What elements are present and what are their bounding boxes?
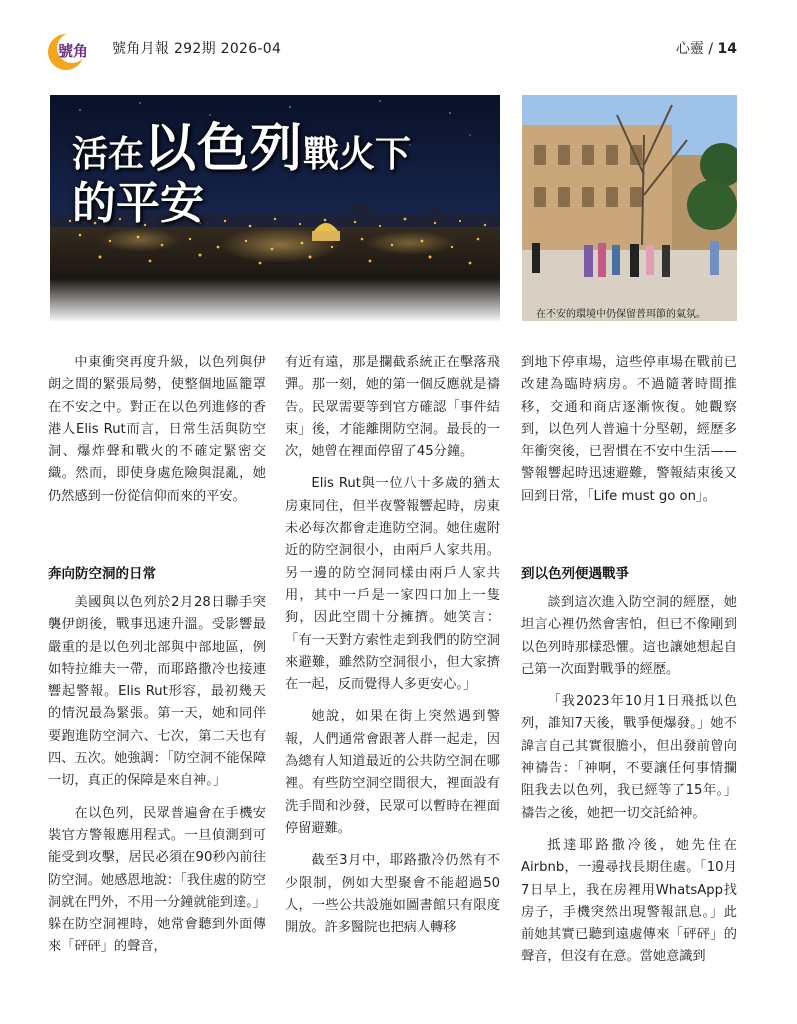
article-column-3-cont: [521, 592, 737, 979]
title-part3: 戰火下: [303, 134, 412, 175]
separator: /: [708, 41, 714, 57]
purim-street-photo: [522, 95, 737, 321]
article-column-1: [48, 352, 266, 518]
paragraph: 中東衝突再度升級，以色列與伊朗之間的緊張局勢，使整個地區籠罩在不安之中。對正在以色列進修的香港人Elis Rut而言，日常生活與防空洞、爆炸聲和戰火的不確定緊密交織。然而，即使身處危險與混亂，她仍然感到一份從信仰而來的平安。: [48, 355, 266, 504]
paragraph: 到地下停車場，這些停車場在戰前已改建為臨時病房。不過隨著時間推移，交通和商店逐漸恢復。她觀察到，以色列人普遍十分堅韌，經歷多年衝突後，已習慣在不安中生活——警報響起時迅速避難，警報結束後又回到日常，「Life must go on」。: [521, 355, 737, 504]
publication-info: 號角月報 292期 2026-04: [112, 41, 282, 57]
article-title: [72, 121, 411, 229]
section-heading: 到以色列便遇戰爭: [521, 566, 629, 582]
paragraph: 有近有遠，那是攔截系統正在擊落飛彈。那一刻，她的第一個反應就是禱告。民眾需要等到官方確認「事件結束」後，才能離開防空洞。最長的一次，她曾在裡面停留了45分鐘。: [285, 355, 500, 460]
section-page: [676, 38, 737, 58]
paragraph: 美國與以色列於2月28日聯手突襲伊朗後，戰事迅速升溫。受影響最嚴重的是以色列北部與中部地區，例如特拉維夫一帶，而耶路撒冷也接連響起警報。Elis Rut形容，最初幾天的情況最為緊張。第一天，她和同伴要跑進防空洞六、七次，第二天也有四、五次。她強調：「防空洞不能保障一切，真正的保障是來自神。」: [48, 595, 266, 789]
paragraph: 截至3月中，耶路撒冷仍然有不少限制，例如大型聚會不能超過50人，一些公共設施如圖書館只有限度開放。許多醫院也把病人轉移: [285, 853, 500, 936]
article-column-2: [285, 352, 500, 949]
article-column-1-cont: [48, 592, 266, 969]
page-header: [0, 0, 797, 80]
title-part2: 以色列: [144, 119, 304, 179]
paragraph: 她說，如果在街上突然遇到警報，人們通常會跟著人群一起走，因為總有人知道最近的公共防空洞在哪裡。有些防空洞空間很大，裡面設有洗手間和沙發，民眾可以暫時在裡面停留避難。: [285, 709, 500, 836]
photo-caption: 在不安的環境中仍保留普珥節的氣氛。: [536, 309, 706, 320]
page-number: 14: [717, 41, 737, 57]
title-part1: 活在: [72, 134, 145, 175]
hero-image: [50, 95, 500, 321]
magazine-logo: [46, 30, 100, 74]
paragraph: 在以色列，民眾普遍會在手機安裝官方警報應用程式。一旦偵測到可能受到攻擊，居民必須在90秒內前往防空洞。她感恩地說：「我住處的防空洞就在門外，不用一分鐘就能到達。」躲在防空洞裡時，她常會聽到外面傳來「砰砰」的聲音，: [48, 805, 266, 955]
title-line2: 的平安: [72, 178, 204, 230]
logo-text: 號角: [58, 42, 89, 60]
paragraph: 談到這次進入防空洞的經歷，她坦言心裡仍然會害怕，但已不像剛到以色列時那樣恐懼。這也讓她想起自己第一次面對戰爭的經歷。: [521, 595, 737, 677]
article-column-3: [521, 352, 737, 518]
paragraph: 抵達耶路撒冷後，她先住在Airbnb，一邊尋找長期住處。「10月7日早上，我在房裡用WhatsApp找房子，手機突然出現警報訊息。」此前她其實已聽到遠處傳來「砰砰」的聲音，但沒有在意。當她意識到: [521, 837, 737, 965]
paragraph: Elis Rut與一位八十多歲的猶太房東同住，但半夜警報響起時，房東未必每次都會走進防空洞。她住處附近的防空洞很小，由兩戶人家共用。另一邊的防空洞同樣由兩戶人家共用，其中一戶是一家四口加上一隻狗，因此空間十分擁擠。她笑言：「有一天對方索性走到我們的防空洞來避難，雖然防空洞很小，但大家擠在一起，反而覺得人多更安心。」: [285, 476, 500, 693]
section-name: 心靈: [675, 41, 704, 57]
street-scene: [522, 95, 737, 321]
section-heading: 奔向防空洞的日常: [48, 566, 156, 582]
paragraph: 「我2023年10月1日飛抵以色列，誰知7天後，戰爭便爆發。」她不諱言自己其實很膽小，但出發前曾向神禱告：「神啊，不要讓任何事情攔阻我去以色列，我已經等了15年。」禱告之後，她把一切交託給神。: [521, 694, 737, 821]
